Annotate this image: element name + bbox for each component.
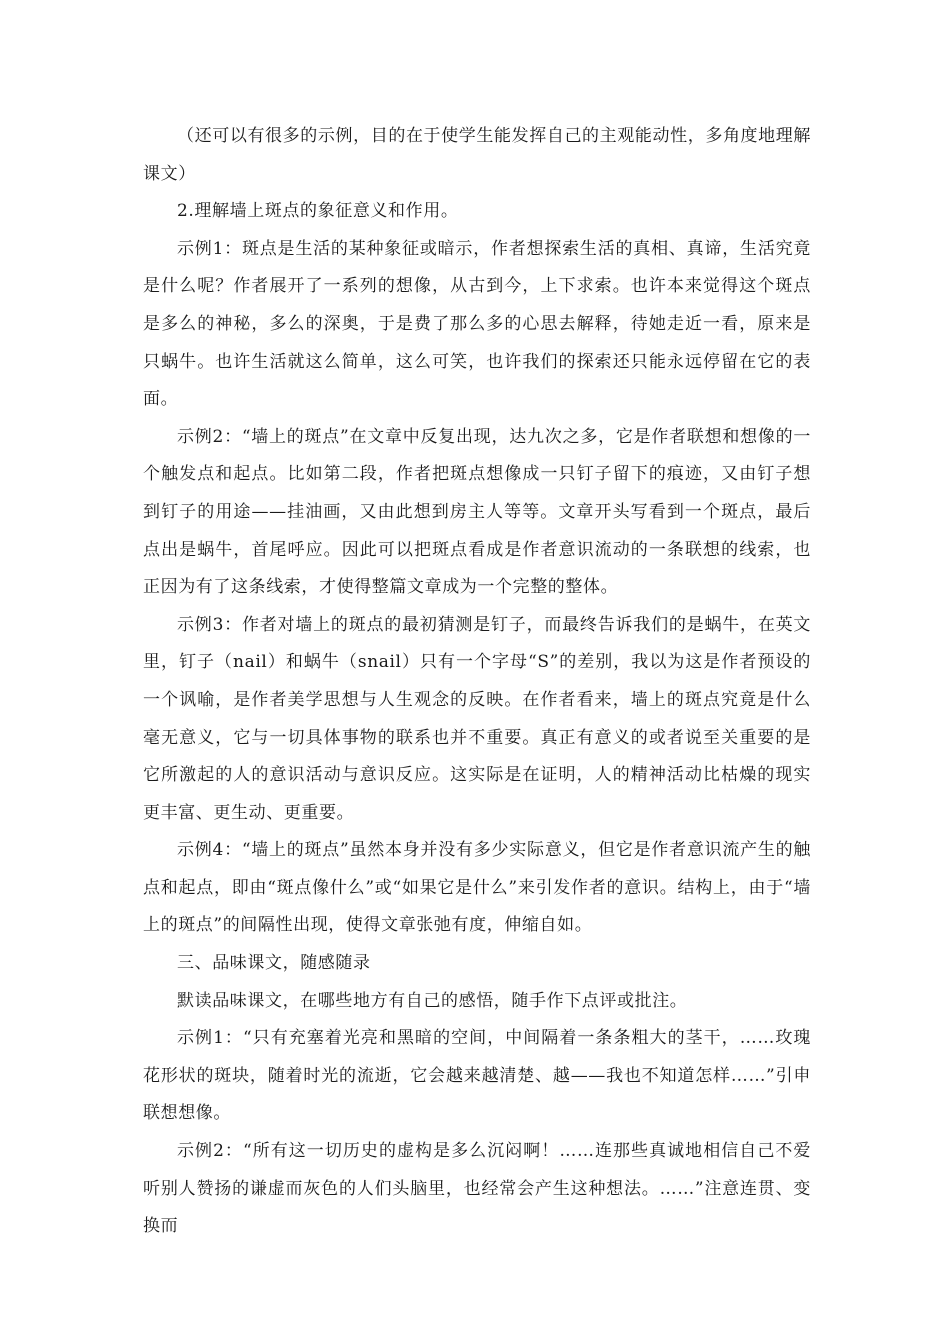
paragraph-note: （还可以有很多的示例，目的在于使学生能发挥自己的主观能动性，多角度地理解课文） (143, 126, 811, 184)
example-paragraph-1: 示例1：斑点是生活的某种象征或暗示，作者想探索生活的真相、真谛，生活究竟是什么呢？作者展开了一系列的想像，从古到今，上下求索。也许本来觉得这个斑点是多么的神秘，多么的深奥，于是费了那么多的心思去解释，待她走近一看，原来是只蜗牛。也许生活就这么简单，这么可笑，也许我们的探索还只能永远停留在它的表面。 (143, 238, 811, 410)
example-paragraph-2: 示例2：“墙上的斑点”在文章中反复出现，达九次之多，它是作者联想和想像的一个触发点和起点。比如第二段，作者把斑点想像成一只钉子留下的痕迹，又由钉子想到钉子的用途——挂油画，又由此想到房主人等等。文章开头写看到一个斑点，最后点出是蜗牛，首尾呼应。因此可以把斑点看成是作者意识流动的一条联想的线索，也正因为有了这条线索，才使得整篇文章成为一个完整的整体。 (143, 426, 811, 598)
section-heading-2: 2.理解墙上斑点的象征意义和作用。 (177, 201, 459, 222)
example-paragraph-4: 示例4：“墙上的斑点”虽然本身并没有多少实际意义，但它是作者意识流产生的触点和起点，即由“斑点像什么”或“如果它是什么”来引发作者的意识。结构上，由于“墙上的斑点”的间隔性出现，使得文章张弛有度，伸缩自如。 (143, 840, 811, 936)
example-paragraph-3: 示例3：作者对墙上的斑点的最初猜测是钉子，而最终告诉我们的是蜗牛，在英文里，钉子（nail）和蜗牛（snail）只有一个字母“S”的差别，我以为这是作者预设的一个讽喻，是作者美学思想与人生观念的反映。在作者看来，墙上的斑点究竟是什么毫无意义，它与一切具体事物的联系也并不重要。真正有意义的或者说至关重要的是它所激起的人的意识活动与意识反应。这实际是在证明，人的精神活动比枯燥的现实更丰富、更生动、更重要。 (143, 614, 811, 823)
instruction-paragraph: 默读品味课文，在哪些地方有自己的感悟，随手作下点评或批注。 (177, 990, 688, 1011)
document-page (143, 118, 811, 1246)
reading-example-2: 示例2：“所有这一切历史的虚构是多么沉闷啊！……连那些真诚地相信自己不爱听别人赞扬的谦虚而灰色的人们头脑里，也经常会产生这种想法。……”注意连贯、变换而 (143, 1141, 811, 1237)
reading-example-1: 示例1：“只有充塞着光亮和黑暗的空间，中间隔着一条条粗大的茎干，……玫瑰花形状的斑块，随着时光的流逝，它会越来越清楚、越——我也不知道怎样……”引申联想想像。 (143, 1028, 811, 1124)
section-heading-3: 三、品味课文，随感随录 (177, 953, 371, 974)
